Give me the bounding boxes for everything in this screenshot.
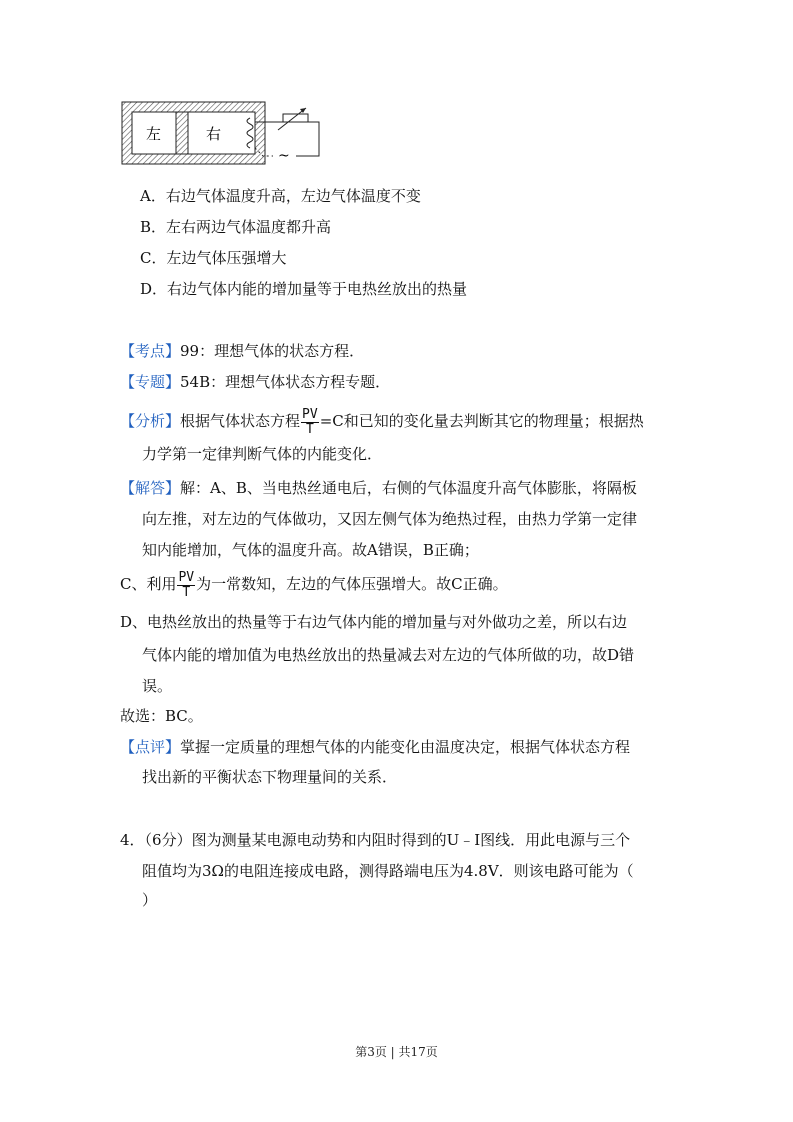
fenxi-fraction — [301, 408, 319, 437]
kaodian-text: 99：理想气体的状态方程． — [180, 342, 365, 360]
c-frac-num: PV — [178, 569, 195, 585]
question4-line2: 阻值均为3Ω的电阻连接成电路，测得路端电压为4.8V．则该电路可能为（ — [142, 862, 634, 880]
jieda-line1 — [120, 478, 637, 498]
question4-line1: 4．（6分）图为测量某电源电动势和内阻时得到的U﹣I图线．用此电源与三个 — [120, 831, 631, 849]
option-c: C．左边气体压强增大 — [140, 249, 287, 267]
fenxi-line2: 力学第一定律判断气体的内能变化． — [142, 445, 383, 463]
zhuanti-tag: 【专题】 — [120, 373, 181, 391]
kaodian-line — [120, 341, 364, 361]
option-b: B．左右两边气体温度都升高 — [140, 218, 332, 236]
cylinder-circuit-figure — [118, 98, 328, 168]
rheostat — [283, 114, 308, 122]
right-chamber-label: 右 — [206, 125, 222, 143]
ac-source-symbol: ~ — [278, 148, 290, 164]
fenxi-text-before: 根据气体状态方程 — [180, 412, 301, 430]
dianping-text-line1: 掌握一定质量的理想气体的内能变化由温度决定，根据气体状态方程 — [180, 738, 631, 756]
page-footer: 第3页 | 共17页 — [355, 1045, 438, 1059]
c-fraction — [177, 571, 195, 600]
dianping-tag: 【点评】 — [120, 738, 181, 756]
option-d: D．右边气体内能的增加量等于电热丝放出的热量 — [140, 280, 468, 298]
option-a: A．右边气体温度升高，左边气体温度不变 — [140, 187, 421, 205]
kaodian-tag: 【考点】 — [120, 342, 181, 360]
left-chamber-label: 左 — [146, 125, 162, 143]
question4-line3: ） — [142, 891, 158, 909]
partition — [176, 112, 188, 154]
c-line — [120, 566, 508, 602]
fenxi-line1 — [120, 403, 644, 439]
answer-line: 故选：BC。 — [120, 707, 203, 725]
fenxi-frac-den: T — [305, 421, 314, 437]
dianping-line1 — [120, 737, 630, 757]
zhuanti-line — [120, 372, 390, 392]
d-line3: 误。 — [142, 677, 173, 695]
d-line2: 气体内能的增加值为电热丝放出的热量减去对左边的气体所做的功，故D错 — [142, 646, 635, 664]
c-line-before: C、利用 — [120, 575, 177, 593]
jieda-text-line1: 解：A、B、当电热丝通电后，右侧的气体温度升高气体膨胀，将隔板 — [180, 479, 637, 497]
dianping-line2: 找出新的平衡状态下物理量间的关系． — [142, 768, 398, 786]
c-frac-den: T — [182, 584, 191, 600]
fenxi-frac-num: PV — [302, 406, 318, 422]
d-line1: D、电热丝放出的热量等于右边气体内能的增加量与对外做功之差，所以右边 — [120, 613, 628, 631]
jieda-tag: 【解答】 — [120, 479, 181, 497]
c-line-after: 为一常数知，左边的气体压强增大。故C正确。 — [196, 575, 508, 593]
zhuanti-text: 54B：理想气体状态方程专题． — [180, 373, 391, 391]
fenxi-text-after: =C和已知的变化量去判断其它的物理量；根据热 — [319, 412, 644, 430]
jieda-line2: 向左推，对左边的气体做功，又因左侧气体为绝热过程，由热力学第一定律 — [142, 510, 638, 528]
jieda-line3: 知内能增加，气体的温度升高。故A错误，B正确； — [142, 541, 479, 559]
fenxi-tag: 【分析】 — [120, 412, 181, 430]
